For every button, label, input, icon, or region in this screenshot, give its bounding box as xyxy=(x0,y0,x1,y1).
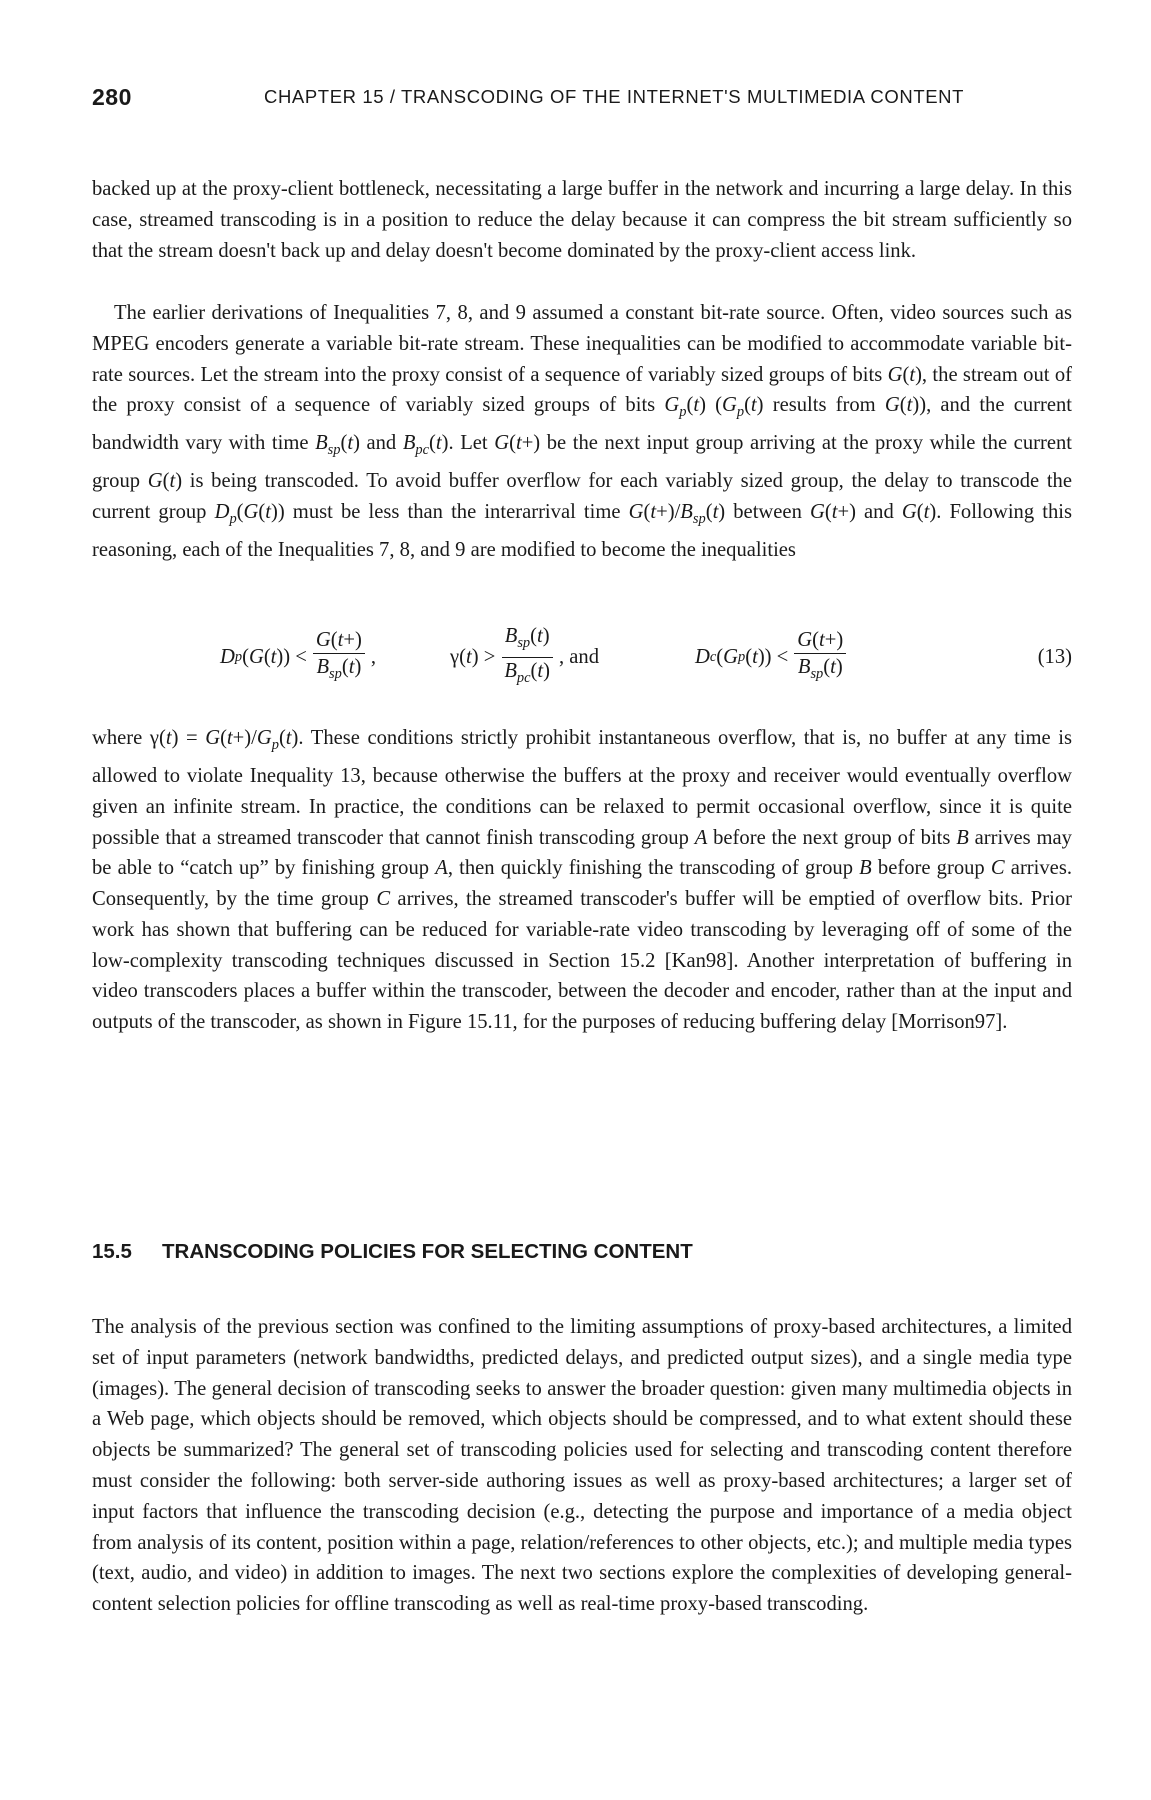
paragraph-3: where $\gamma(t) = G(t+)/G_p(t)$. These conditions strictly prohibit instantaneous overflow, that is, no buffer at any time is allowed to violate Inequality 13, because otherwise the buffers at the proxy and receiver would eventually overflow given an infinite stream. In practice, the conditions can be relaxed to permit occasional overflow, since it is quite possible that a streamed transcoder that cannot finish transcoding group A before the next group of bits B arrives may be able to “catch up” by finishing group A, then quickly finishing the transcoding of group B before group C arrives. Consequently, by the time group C arrives, the streamed transcoder's buffer will be emptied of overflow bits. Prior work has shown that buffering can be reduced for variable-rate video transcoding by leveraging off of some of the low-complexity transcoding techniques discussed in Section 15.2 [Kan98]. Another interpretation of buffering in video transcoders places a buffer within the transcoder, between the decoder and encoder, rather than at the input and outputs of the transcoder, as shown in Figure 15.11, for the purposes of reducing buffering delay [Morrison97]. xyxy=(92,727,1072,1034)
paragraph-1-wrapper xyxy=(92,174,1072,266)
fraction: $\frac{G(t+)}{B_{sp}(t)}$ xyxy=(313,628,365,686)
equation-number: (13) xyxy=(1037,645,1072,668)
chapter-title: CHAPTER 15 / TRANSCODING OF THE INTERNET'S MULTIMEDIA CONTENT xyxy=(264,86,965,107)
section-heading xyxy=(92,1240,693,1264)
paragraph-1: backed up at the proxy-client bottleneck, necessitating a large buffer in the network and incurring a large delay. In this case, streamed transcoding is in a position to reduce the delay because it can compress the bit stream sufficiently so that the stream doesn't back up and delay doesn't become dominated by the proxy-client access link. xyxy=(92,178,1072,262)
inequality-delay: D p ( G ( t )) < $\frac{G(t+)}{B_{sp}(t)}$ , xyxy=(220,622,376,692)
section-title: TRANSCODING POLICIES FOR SELECTING CONTENT xyxy=(162,1240,693,1263)
inequality-13 xyxy=(92,622,1072,692)
page-number: 280 xyxy=(92,84,132,110)
equation-connector: and xyxy=(569,645,600,668)
paragraph-2: The earlier derivations of Inequalities 7, 8, and 9 assumed a constant bit-rate source. Often, video sources such as MPEG encoders generate a variable bit-rate stream. These inequalities can be modified to accommodate variable bit-rate sources. Let the stream into the proxy consist of a sequence of variably sized groups of bits G(t), the stream out of the proxy consist of a sequence of variably sized groups of bits $G_p(t)$ ($G_p(t)$ results from G(t)), and the current bandwidth vary with time $B_{sp}(t)$ and $B_{pc}(t)$. Let G(t+) be the next input group arriving at the proxy while the current group G(t) is being transcoded. To avoid buffer overflow for each variably sized group, the delay to transcode the current group $D_p(G(t))$ must be less than the interarrival time $G(t+)/B_{sp}(t)$ between G(t+) and G(t). Following this reasoning, each of the Inequalities 7, 8, and 9 are modified to become the inequalities xyxy=(92,302,1073,561)
inequality-client-delay: D c ( G p ( t )) < $\frac{G(t+)}{B_{sp}(t)}$ xyxy=(695,622,852,692)
paragraph-3-wrapper xyxy=(92,723,1072,1038)
running-head xyxy=(92,84,1072,124)
inequality-gamma: γ( t ) > $\frac{B_{sp}(t)}{B_{pc}(t)}$ , and xyxy=(450,622,599,692)
fraction: $\frac{G(t+)}{B_{sp}(t)}$ xyxy=(794,628,846,686)
paragraph-4-wrapper xyxy=(92,1312,1072,1620)
section-number: 15.5 xyxy=(92,1240,132,1263)
fraction: $\frac{B_{sp}(t)}{B_{pc}(t)}$ xyxy=(501,624,553,689)
paragraph-2-wrapper xyxy=(92,298,1072,566)
paragraph-4: The analysis of the previous section was confined to the limiting assumptions of proxy-based architectures, a limited set of input parameters (network bandwidths, predicted delays, and predicted output sizes), and a single media type (images). The general decision of transcoding seeks to answer the broader question: given many multimedia objects in a Web page, which objects should be removed, which objects should be compressed, and to what extent should these objects be summarized? The general set of transcoding policies used for selecting and transcoding content therefore must consider the following: both server-side authoring issues as well as proxy-based architectures; a larger set of input factors that influence the transcoding decision (e.g., detecting the purpose and importance of a media object from analysis of its content, position within a page, relation/references to other objects, etc.); and multiple media types (text, audio, and video) in addition to images. The next two sections explore the complexities of developing general-content selection policies for offline transcoding as well as real-time proxy-based transcoding. xyxy=(92,1316,1072,1616)
